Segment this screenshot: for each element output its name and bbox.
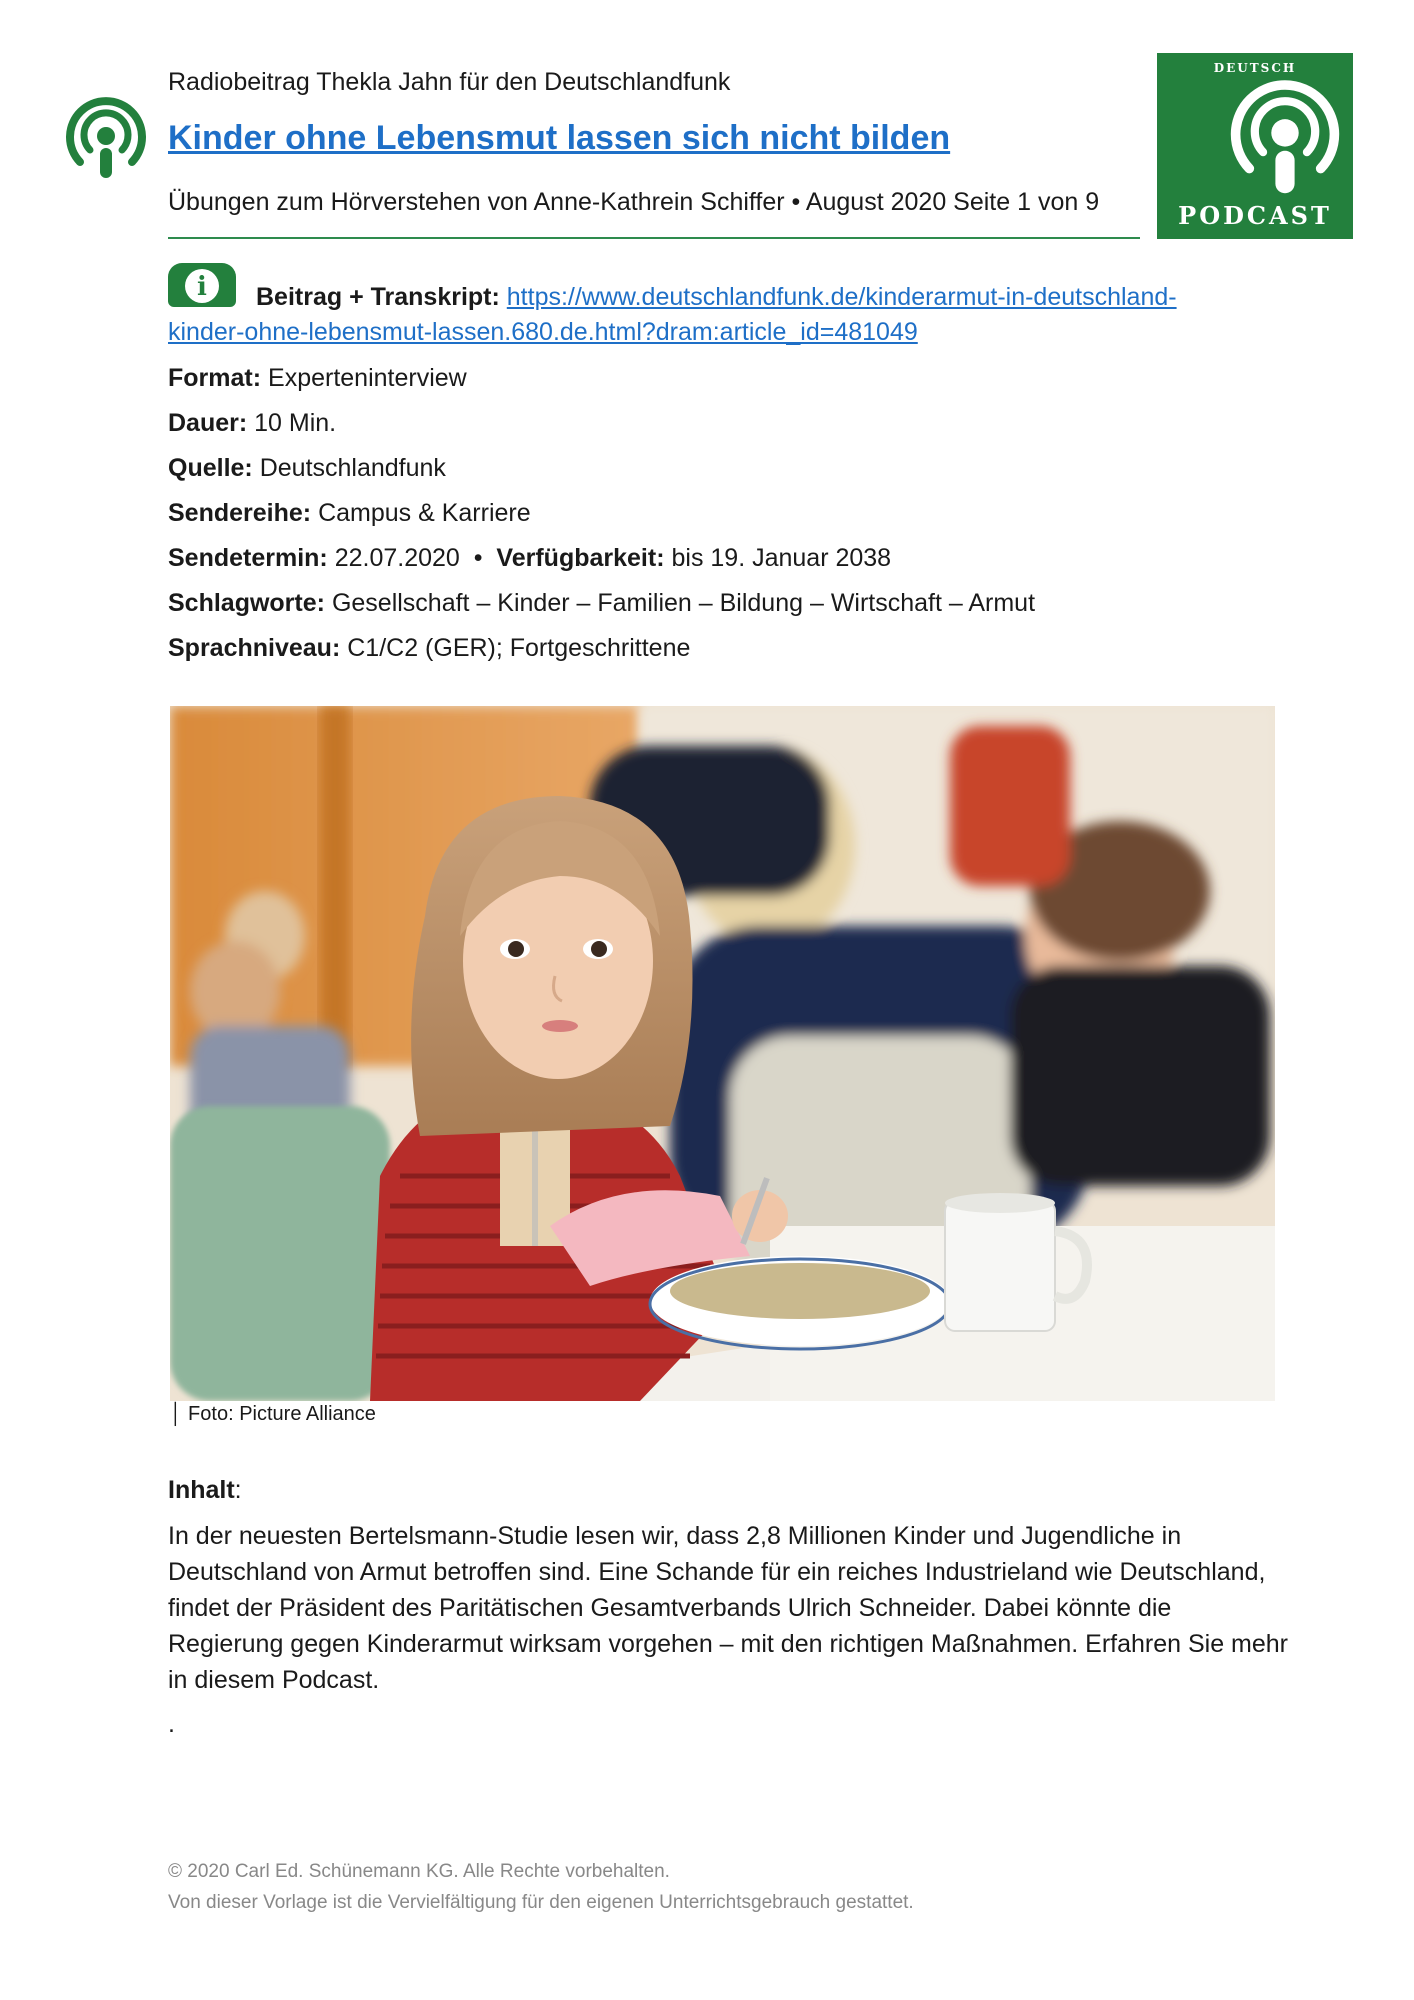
info-icon: i xyxy=(168,263,236,307)
sendetermin-row xyxy=(168,544,891,573)
sendetermin-label: Sendetermin: xyxy=(168,544,328,572)
photo-caption: │ Foto: Picture Alliance xyxy=(170,1403,376,1425)
quelle-value: Deutschlandfunk xyxy=(259,454,446,482)
verfuegbarkeit-label: Verfügbarkeit: xyxy=(496,544,665,572)
sendereihe-label: Sendereihe: xyxy=(168,499,312,527)
beitrag-link[interactable]: https://www.deutschlandfunk.de/kinderarmut-in-deutschland- xyxy=(506,283,1177,311)
header-divider xyxy=(168,237,1140,239)
quelle-label: Quelle: xyxy=(168,454,253,482)
quelle-row xyxy=(168,454,446,483)
sendetermin-value: 22.07.2020 xyxy=(334,544,460,572)
beitrag-line xyxy=(256,283,1177,312)
dauer-label: Dauer: xyxy=(168,409,248,437)
separator-bullet: • xyxy=(473,544,483,572)
dauer-row xyxy=(168,409,336,438)
format-label: Format: xyxy=(168,364,262,392)
sendereihe-row xyxy=(168,499,531,528)
format-row xyxy=(168,364,467,393)
podcast-icon xyxy=(66,96,146,182)
trailing-dot: . xyxy=(168,1710,175,1738)
schlagworte-row xyxy=(168,589,1035,618)
format-value: Experteninterview xyxy=(268,364,467,392)
dauer-value: 10 Min. xyxy=(254,409,337,437)
article-photo xyxy=(170,706,1275,1401)
header-info: Übungen zum Hörverstehen von Anne-Kathrein Schiffer • August 2020 Seite 1 von 9 xyxy=(168,188,1100,216)
schlagworte-label: Schlagworte: xyxy=(168,589,325,617)
deutsch-podcast-logo xyxy=(1157,53,1353,239)
logo-top-text: DEUTSCH xyxy=(1213,61,1297,75)
verfuegbarkeit-value: bis 19. Januar 2038 xyxy=(671,544,892,572)
content-body: In der neuesten Bertelsmann-Studie lesen wir, dass 2,8 Millionen Kinder und Jugendliche in Deutschland von Armut betroffen sind. Eine Schande für ein reiches Industrieland wie Deutschland, findet der Präsident des Paritätischen Gesamtverbands Ulrich Schneider. Dabei könnte die Regierung gegen Kinderarmut wirksam vorgehen – mit den richtigen Maßnahmen. Erfahren Sie mehr in diesem Podcast. xyxy=(168,1522,1289,1694)
beitrag-label: Beitrag + Transkript: xyxy=(256,283,500,311)
schlagworte-value: Gesellschaft – Kinder – Familien – Bildung – Wirtschaft – Armut xyxy=(331,589,1036,617)
content-heading xyxy=(168,1476,242,1505)
header-subtitle: Radiobeitrag Thekla Jahn für den Deutschlandfunk xyxy=(168,68,731,96)
podcast-icon xyxy=(1230,78,1340,196)
sprachniveau-value: C1/C2 (GER); Fortgeschrittene xyxy=(347,634,691,662)
beitrag-link-cont xyxy=(168,318,918,347)
footer-copyright: © 2020 Carl Ed. Schünemann KG. Alle Rechte vorbehalten. xyxy=(168,1861,670,1882)
content-heading-label: Inhalt xyxy=(168,1476,235,1504)
page-title[interactable]: Kinder ohne Lebensmut lassen sich nicht bilden xyxy=(168,119,951,157)
sprachniveau-row xyxy=(168,634,690,663)
logo-bottom-text: PODCAST xyxy=(1178,201,1332,230)
content-heading-colon: : xyxy=(234,1476,242,1504)
sendereihe-value: Campus & Karriere xyxy=(318,499,531,527)
beitrag-link-continued[interactable]: kinder-ohne-lebensmut-lassen.680.de.html?dram:article_id=481049 xyxy=(168,318,918,346)
footer-note: Von dieser Vorlage ist die Vervielfältigung für den eigenen Unterrichtsgebrauch gestattet. xyxy=(168,1892,914,1913)
sprachniveau-label: Sprachniveau: xyxy=(168,634,341,662)
